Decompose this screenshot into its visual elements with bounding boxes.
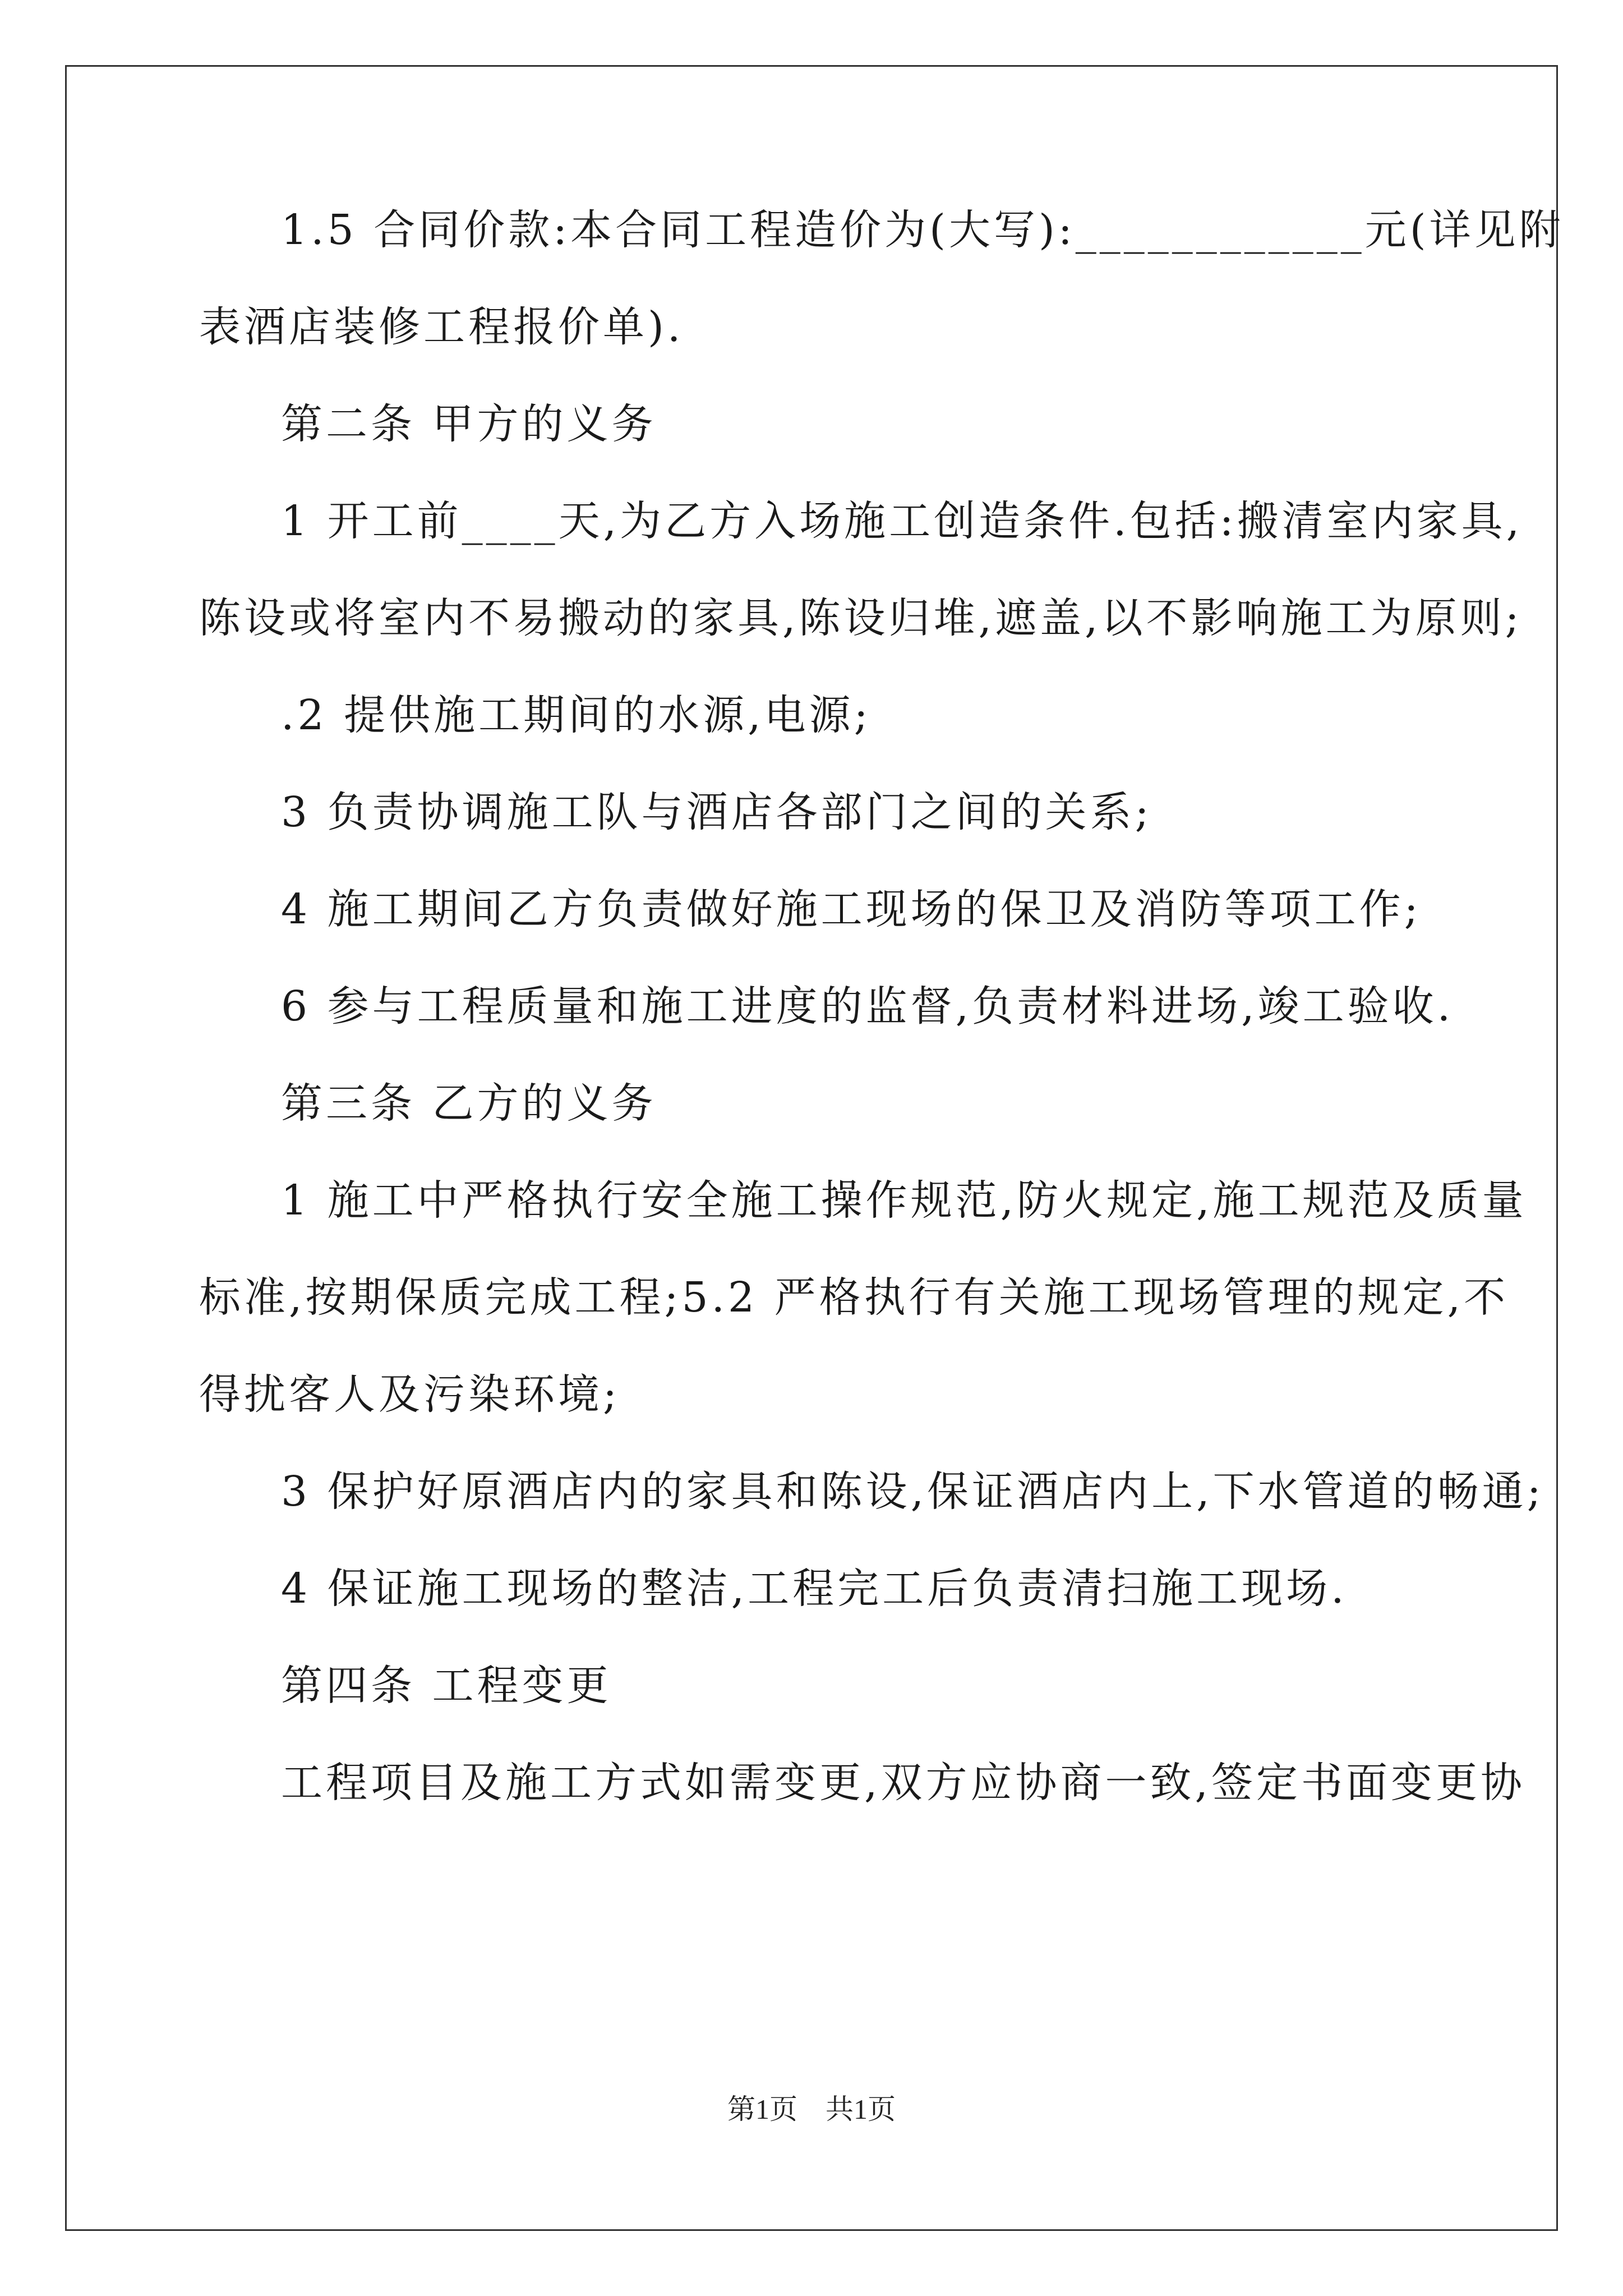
section-heading: 第四条 工程变更 <box>281 1662 612 1710</box>
text-line: 4 保证施工现场的整洁,工程完工后负责清扫施工现场. <box>281 1565 1348 1613</box>
text-line: 得扰客人及污染环境; <box>199 1370 620 1419</box>
text-line: 3 保护好原酒店内的家具和陈设,保证酒店内上,下水管道的畅通; <box>281 1467 1544 1516</box>
page-border <box>65 65 1558 2231</box>
section-heading: 第二条 甲方的义务 <box>281 400 657 448</box>
text-line: 工程项目及施工方式如需变更,双方应协商一致,签定书面变更协 <box>281 1759 1526 1807</box>
text-line: 6 参与工程质量和施工进度的监督,负责材料进场,竣工验收. <box>281 982 1454 1030</box>
text-line: .2 提供施工期间的水源,电源; <box>281 691 872 739</box>
text-line: 3 负责协调施工队与酒店各部门之间的关系; <box>281 788 1152 836</box>
section-heading: 第三条 乙方的义务 <box>281 1079 657 1128</box>
page-footer <box>0 2092 1623 2126</box>
text-line: 4 施工期间乙方负责做好施工现场的保卫及消防等项工作; <box>281 885 1422 933</box>
page-number-label: 第1页 共1页 <box>727 2093 896 2125</box>
text-line: 1.5 合同价款:本合同工程造价为(大写):____________元(详见附 <box>281 206 1564 254</box>
text-line: 标准,按期保质完成工程;5.2 严格执行有关施工现场管理的规定,不 <box>199 1273 1509 1322</box>
text-line: 表酒店装修工程报价单). <box>199 303 684 351</box>
text-line: 陈设或将室内不易搬动的家具,陈设归堆,遮盖,以不影响施工为原则; <box>199 594 1523 642</box>
text-line: 1 施工中严格执行安全施工操作规范,防火规定,施工规范及质量 <box>281 1176 1527 1225</box>
text-line: 1 开工前____天,为乙方入场施工创造条件.包括:搬清室内家具, <box>281 497 1523 545</box>
